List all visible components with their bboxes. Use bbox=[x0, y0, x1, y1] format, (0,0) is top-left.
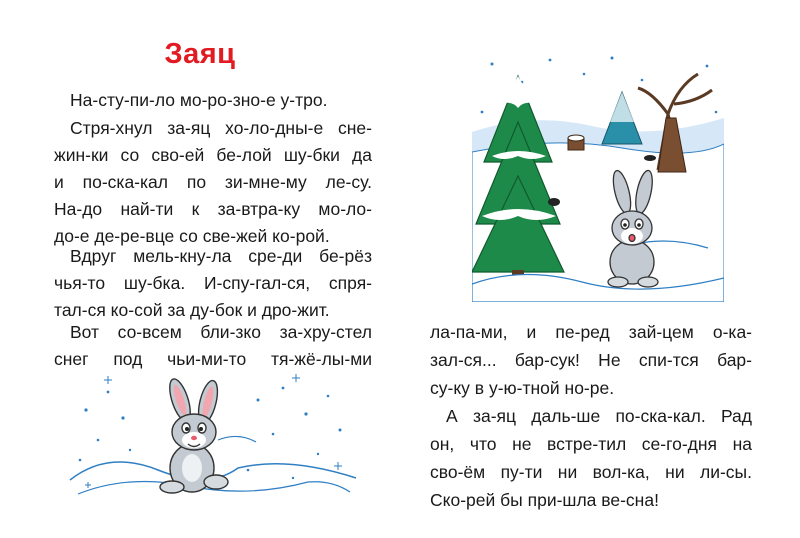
text-line: сво-ём пу-ти ни вол-ка, ни ли-сы. bbox=[430, 462, 752, 482]
text-line: до-е де-ре-вце со све-жей ко-рой. bbox=[54, 226, 330, 246]
text-line: Ско-рей бы при-шла ве-сна! bbox=[430, 490, 659, 510]
paragraph-3 bbox=[54, 243, 372, 324]
text-line: Вдруг мель-кну-ла сре-ди бе-рёз bbox=[70, 246, 372, 266]
bunny-illustration bbox=[68, 370, 358, 500]
text-line: он, что не встре-тил се-го-дня на bbox=[430, 434, 752, 454]
right-page bbox=[400, 0, 800, 538]
text-line: чья-то шу-бка. И-спу-гал-ся, спря- bbox=[54, 273, 372, 293]
text-line: А за-яц даль-ше по-ска-кал. Рад bbox=[446, 406, 752, 426]
text-line: и по-ска-кал по зи-мне-му ле-су. bbox=[54, 172, 372, 192]
text-line: снег под чьи-ми-то тя-жё-лы-ми bbox=[54, 349, 372, 369]
text-line: тал-ся ко-сой за ду-бок и дро-жит. bbox=[54, 300, 330, 320]
text-line: На-сту-пи-ло мо-ро-зно-е у-тро. bbox=[70, 90, 328, 110]
text-line: жин-ки со сво-ей бе-лой шу-бки да bbox=[54, 145, 372, 165]
paragraph-4 bbox=[54, 319, 372, 373]
paragraph-2 bbox=[54, 115, 372, 250]
paragraph-5 bbox=[430, 318, 752, 402]
text-line: Вот со-всем бли-зко за-хру-стел bbox=[70, 322, 372, 342]
text-line: зал-ся... бар-сук! Не спи-тся бар- bbox=[430, 350, 752, 370]
text-line: ла-па-ми, и пе-ред зай-цем о-ка- bbox=[430, 322, 752, 342]
forest-illustration bbox=[472, 52, 724, 302]
paragraph-6 bbox=[430, 402, 752, 514]
page-title: Заяц bbox=[164, 38, 236, 70]
text-line: На-до най-ти к за-втра-ку мо-ло- bbox=[54, 199, 372, 219]
paragraph-1 bbox=[54, 87, 372, 114]
text-line: су-ку в у-ю-тной но-ре. bbox=[430, 378, 615, 398]
text-line: Стря-хнул за-яц хо-ло-дны-е сне- bbox=[70, 118, 372, 138]
